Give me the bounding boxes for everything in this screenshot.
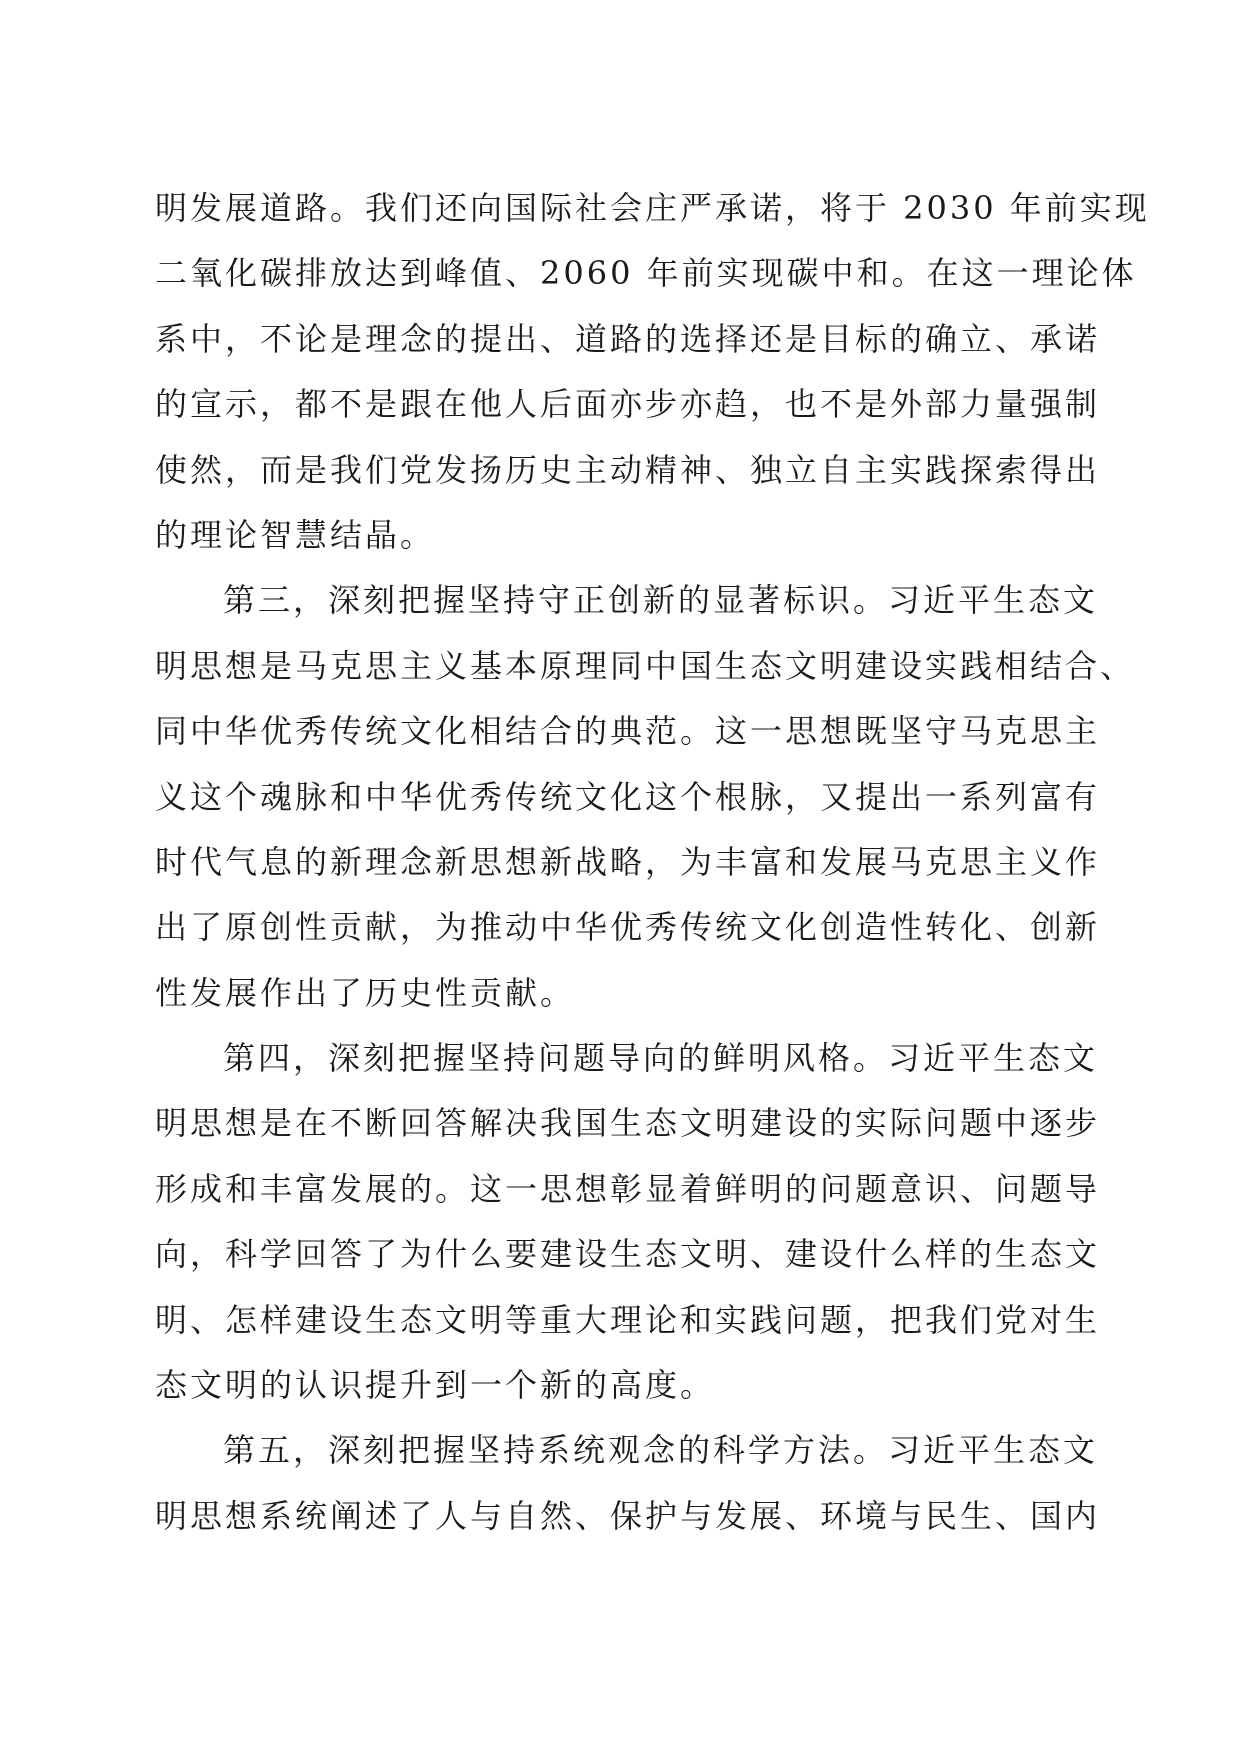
text-line: 明思想系统阐述了人与自然、保护与发展、环境与民生、国内	[155, 1496, 1101, 1535]
text-line: 明、怎样建设生态文明等重大理论和实践问题，把我们党对生	[155, 1300, 1101, 1339]
text-line: 出了原创性贡献，为推动中华优秀传统文化创造性转化、创新	[155, 908, 1101, 947]
paragraph-heading-line: 第五，深刻把握坚持系统观念的科学方法。习近平生态文	[223, 1431, 1099, 1470]
text-line: 形成和丰富发展的。这一思想彰显着鲜明的问题意识、问题导	[155, 1169, 1101, 1208]
text-line: 使然，而是我们党发扬历史主动精神、独立自主实践探索得出	[155, 450, 1101, 489]
text-line: 系中，不论是理念的提出、道路的选择还是目标的确立、承诺	[155, 319, 1101, 358]
text-line: 明思想是在不断回答解决我国生态文明建设的实际问题中逐步	[155, 1104, 1101, 1143]
paragraph-heading-line: 第三，深刻把握坚持守正创新的显著标识。习近平生态文	[223, 581, 1099, 620]
text-line: 同中华优秀传统文化相结合的典范。这一思想既坚守马克思主	[155, 712, 1101, 751]
text-line: 的宣示，都不是跟在他人后面亦步亦趋，也不是外部力量强制	[155, 385, 1101, 424]
text-line: 的理论智慧结晶。	[155, 515, 436, 554]
text-line: 二氧化碳排放达到峰值、2060 年前实现碳中和。在这一理论体	[155, 254, 1137, 293]
text-line: 义这个魂脉和中华优秀传统文化这个根脉，又提出一系列富有	[155, 777, 1101, 816]
paragraph-heading-line: 第四，深刻把握坚持问题导向的鲜明风格。习近平生态文	[223, 1039, 1099, 1078]
text-line: 态文明的认识提升到一个新的高度。	[155, 1366, 716, 1405]
text-line: 明思想是马克思主义基本原理同中国生态文明建设实践相结合、	[155, 646, 1136, 685]
text-line: 明发展道路。我们还向国际社会庄严承诺，将于 2030 年前实现	[155, 189, 1150, 227]
text-line: 向，科学回答了为什么要建设生态文明、建设什么样的生态文	[155, 1235, 1101, 1274]
body-text	[155, 176, 1150, 1549]
text-line: 时代气息的新理念新思想新战略，为丰富和发展马克思主义作	[155, 842, 1101, 881]
text-line: 性发展作出了历史性贡献。	[155, 973, 576, 1012]
